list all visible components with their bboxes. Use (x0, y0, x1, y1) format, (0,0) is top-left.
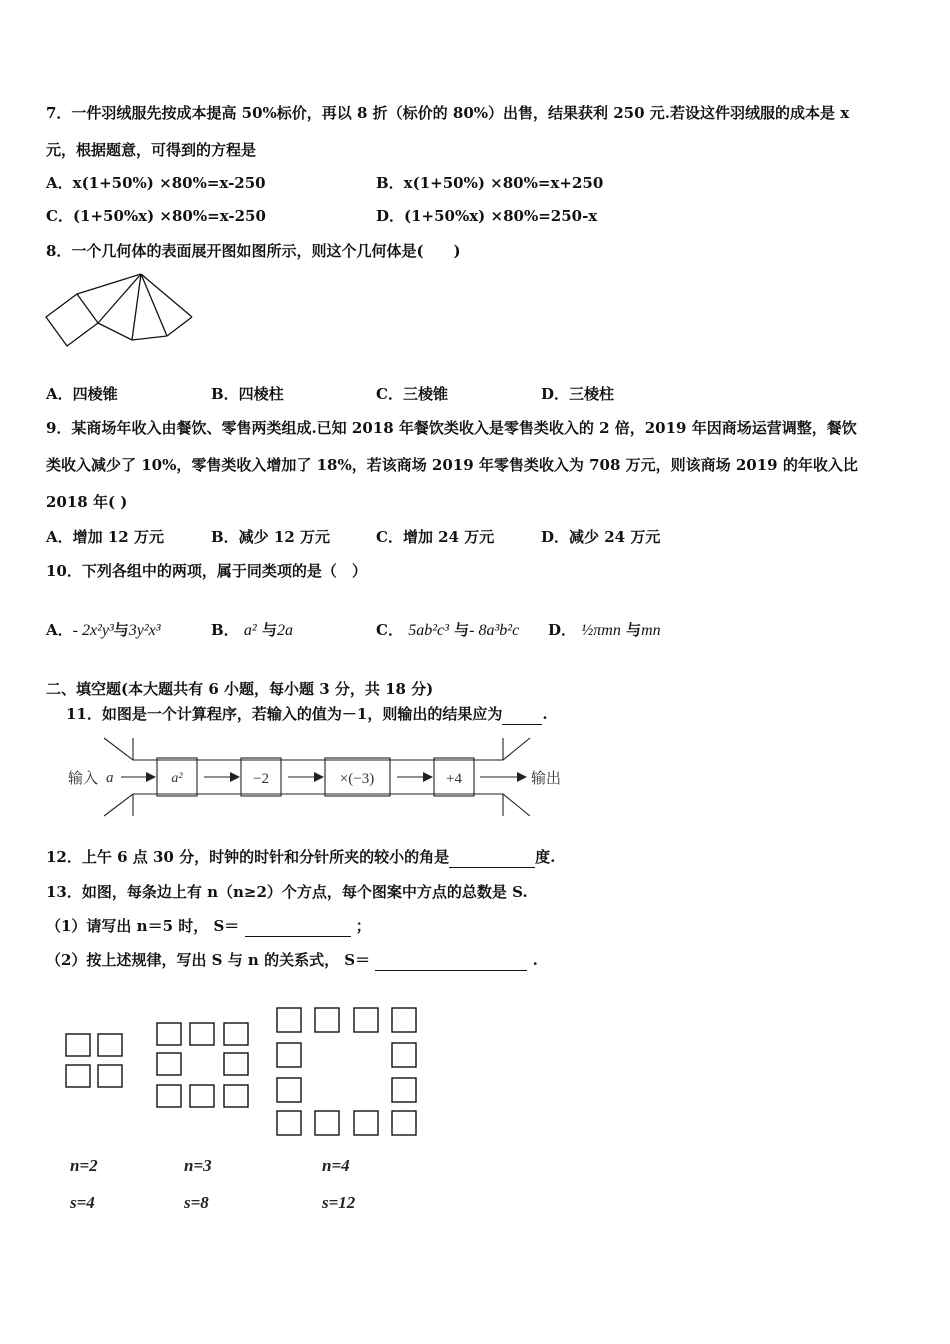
q10-option-a (46, 620, 161, 641)
q12-stem-text: 12．上午 6 点 30 分，时钟的时针和分针所夹的较小的角是 (46, 848, 450, 866)
q13-sub2-end: . (532, 951, 538, 969)
q9-option-a: A．增加 12 万元 (46, 528, 164, 546)
q10-option-b-right: 2a (276, 622, 293, 639)
flow-box-plus4-label: +4 (446, 771, 462, 787)
q10-option-c-and: 与 (454, 621, 470, 639)
q13-sub1-end: ； (355, 917, 371, 935)
q8-stem: 8．一个几何体的表面展开图如图所示，则这个几何体是( ) (46, 242, 461, 260)
q10-option-a-left: - 2x²y³ (72, 622, 114, 639)
n3-square (224, 1085, 248, 1107)
q9-option-b: B．减少 12 万元 (211, 528, 330, 546)
n2-square (98, 1034, 122, 1056)
q13-sub2-text: （2）按上述规律，写出 S 与 n 的关系式， S＝ (46, 951, 371, 969)
q10-option-d (548, 620, 661, 641)
q10-option-a-and: 与 (113, 621, 129, 639)
n4-square (315, 1008, 339, 1032)
flow-arrow-3 (314, 772, 324, 782)
q9-stem-line3: 2018 年( ) (46, 493, 128, 511)
n3-square (190, 1023, 214, 1045)
n2-square (66, 1065, 90, 1087)
fig-s-label-1: s=4 (70, 1193, 95, 1212)
fig-s-label-3: s=12 (322, 1193, 356, 1212)
section2-title: 二、填空题(本大题共有 6 小题，每小题 3 分，共 18 分) (46, 680, 434, 698)
n3-square (224, 1053, 248, 1075)
flow-arrow-1 (146, 772, 156, 782)
fig-n-label-3: n=4 (322, 1156, 350, 1175)
n4-square (392, 1111, 416, 1135)
q10-option-d-and: 与 (626, 621, 642, 639)
q10-option-d-left: ½πmn (581, 622, 621, 639)
q10-option-c-right: - 8a³b²c (469, 622, 520, 639)
q10-option-a-right: 3y²x³ (128, 622, 161, 639)
n4-square (354, 1111, 378, 1135)
q13-sub2-blank[interactable] (375, 950, 527, 971)
n3-square (157, 1053, 181, 1075)
n4-square (392, 1078, 416, 1102)
q7-option-a: A．x(1+50%) ×80%=x-250 (46, 174, 266, 192)
q13-sub2 (46, 950, 538, 971)
q13-sub1-blank[interactable] (245, 916, 351, 937)
flow-box-minus2-label: −2 (253, 771, 269, 787)
n3-square (157, 1023, 181, 1045)
n4-square (315, 1111, 339, 1135)
n3-square (190, 1085, 214, 1107)
flow-input-label: 输入 (68, 771, 99, 787)
n4-square (392, 1043, 416, 1067)
q10-option-a-label: A． (46, 621, 73, 639)
q8-option-d: D．三棱柱 (541, 385, 615, 403)
n4-square (392, 1008, 416, 1032)
q12-answer-blank[interactable] (449, 847, 535, 868)
q10-option-d-label: D． (548, 621, 577, 639)
n4-square (354, 1008, 378, 1032)
flow-arrow-4 (423, 772, 433, 782)
q7-stem-line1: 7．一件羽绒服先按成本提高 50%标价，再以 8 折（标价的 80%）出售，结果获利 250 元.若设这件羽绒服的成本是 x (46, 104, 850, 122)
q13-sub1 (46, 916, 371, 937)
q9-option-d: D．减少 24 万元 (541, 528, 661, 546)
q8-option-a: A．四棱锥 (46, 385, 118, 403)
fig-n-label-2: n=3 (184, 1156, 212, 1175)
flow-input-var: a (106, 770, 114, 786)
q10-option-b-label: B． (211, 621, 239, 639)
q9-option-c: C．增加 24 万元 (376, 528, 495, 546)
q10-option-d-right: mn (641, 622, 661, 639)
flow-box-square-label: a² (171, 771, 183, 786)
flow-box-times-label: ×(−3) (339, 771, 375, 787)
q9-stem-line1: 9．某商场年收入由餐饮、零售两类组成.已知 2018 年餐饮类收入是零售类收入的 2 倍，2019 年因商场运营调整，餐饮 (46, 419, 857, 437)
q11-stem-text: 11．如图是一个计算程序，若输入的值为－1，则输出的结果应为 (66, 705, 503, 723)
n2-square (98, 1065, 122, 1087)
q7-stem-line2: 元，根据题意，可得到的方程是 (46, 141, 257, 159)
q8-net-figure (40, 268, 200, 354)
flow-output-label: 输出 (531, 771, 562, 787)
fig-s-label-2: s=8 (184, 1193, 209, 1212)
fig-n-label-1: n=2 (70, 1156, 98, 1175)
q13-stem: 13．如图，每条边上有 n（n≥2）个方点，每个图案中方点的总数是 S. (46, 883, 528, 901)
flow-frame-top (104, 738, 530, 760)
q10-option-b-and: 与 (261, 621, 277, 639)
n3-square (157, 1085, 181, 1107)
q7-option-d: D．(1+50%x) ×80%=250-x (376, 207, 598, 225)
q9-stem-line2: 类收入减少了 10%，零售类收入增加了 18%，若该商场 2019 年零售类收入为 708 万元，则该商场 2019 的年收入比 (46, 456, 858, 474)
q10-option-c (376, 620, 519, 641)
q11-answer-blank[interactable] (502, 704, 542, 725)
flow-arrow-2 (230, 772, 240, 782)
q11-flow-diagram (66, 736, 568, 818)
n2-square (66, 1034, 90, 1056)
n4-square (277, 1078, 301, 1102)
q11-stem (66, 704, 548, 725)
q10-stem: 10．下列各组中的两项，属于同类项的是（ ） (46, 562, 367, 580)
q12-stem (46, 847, 555, 868)
q7-option-c: C．(1+50%x) ×80%=x-250 (46, 207, 266, 225)
flow-arrow-5 (517, 772, 527, 782)
n4-square (277, 1043, 301, 1067)
q11-stem-end: . (542, 705, 548, 723)
n4-square (277, 1008, 301, 1032)
q13-sub1-text: （1）请写出 n＝5 时， S＝ (46, 917, 240, 935)
q8-option-c: C．三棱锥 (376, 385, 448, 403)
q10-option-c-left: 5ab²c³ (408, 622, 449, 639)
q10-option-b (211, 620, 293, 641)
q13-pattern-figure (60, 1000, 430, 1220)
q7-option-b: B．x(1+50%) ×80%=x+250 (376, 174, 604, 192)
q10-option-c-label: C． (376, 621, 403, 639)
n4-square (277, 1111, 301, 1135)
flow-frame-bottom (104, 794, 530, 816)
q10-option-b-left: a² (243, 622, 257, 639)
q12-stem-end: 度. (535, 848, 556, 866)
n3-square (224, 1023, 248, 1045)
q8-option-b: B．四棱柱 (211, 385, 284, 403)
